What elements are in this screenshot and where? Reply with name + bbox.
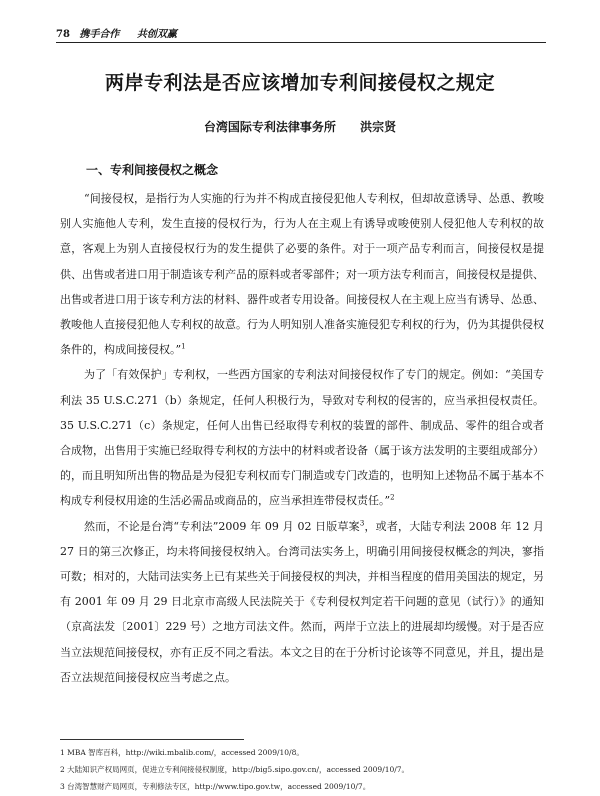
paragraph (60, 362, 544, 513)
footnote-divider (60, 739, 244, 740)
article-title: 两岸专利法是否应该增加专利间接侵权之规定 (104, 72, 495, 94)
paragraph-text: “间接侵权，是指行为人实施的行为并不构成直接侵犯他人专利权，但却故意诱导、怂恿、教唆别人实施他人专利，发生直接的侵权行为，行为人在主观上有诱导或唆使别人侵犯他人专利权的故意，客观上为别人直接侵权行为的发生提供了必要的条件。对于一项产品专利而言，间接侵权是提供、出售或者进口用于制造该专利产品的原料或者零部件；对一项方法专利而言，间接侵权是提供、出售或者进口用于该专利方法的材料、器件或者专用设备。间接侵权人在主观上应当有诱导、怂恿、教唆他人直接侵犯他人专利权的故意。行为人明知别人准备实施侵犯专利权的行为，仍为其提供侵权条件的，构成间接侵权。” (60, 192, 544, 357)
column-name-2: 共创双赢 (136, 29, 177, 40)
footnote: 2 大陆知识产权局网页，促进立专利间接侵权制度，http://big5.sipo.gov.cn/，accessed 2009/10/7。 (60, 765, 410, 774)
author-name: 洪宗贤 (360, 120, 397, 134)
section-heading: 一、专利间接侵权之概念 (86, 163, 219, 177)
article-body (60, 186, 544, 690)
column-name: 携手合作 (79, 29, 120, 40)
paragraph-text: 为了「有效保护」专利权，一些西方国家的专利法对间接侵权作了专门的规定。例如：“美国专利法 35 U.S.C.271（b）条规定，任何人积极行为，导致对专利权的侵害的，应当承担侵权责任。35 U.S.C.271（c）条规定，任何人出售已经取得专利权的装置的部件、制成品、零件的组合或者合成物，出售用于实施已经取得专利权的方法中的材料或者设备（属于该方法发明的主要组成部分）的，而且明知所出售的物品是为侵犯专利权而专门制造或专门改造的，也明知上述物品不属于基本不构成专利侵权用途的生活必需品或商品的，应当承担连带侵权责任。” (60, 368, 544, 508)
paragraph-text: 然而，不论是台湾“专利法”2009 年 09 月 02 日版草案 (84, 519, 360, 533)
footnotes (60, 744, 550, 795)
paragraph-text: ，或者，大陆专利法 2008 年 12 月 27 日的第三次修正，均未将间接侵权纳入。台湾司法实务上，明确引用间接侵权概念的判决，寥指可数；相对的，大陆司法实务上已有某些关于间接侵权的判决，并相当程度的借用美国法的规定，另有 2001 年 09 月 29 日北京市高级人民法院关于《专利侵权判定若干问题的意见（试行）》的通知（京高法发〔2001〕229 号）之地方司法文件。然而，两岸于立法上的进展却均缓慢。对于是否应当立法规范间接侵权，亦有正反不同之看法。本文之目的在于分析讨论该等不同意见，并且，提出是否立法规范间接侵权应当考虑之点。 (60, 519, 545, 684)
footnote-ref: 1 (181, 342, 186, 351)
footnote: 1 MBA 智库百科，http://wiki.mbalib.com/，accessed 2009/10/8。 (60, 748, 304, 757)
paragraph (60, 186, 544, 362)
footnote: 3 台湾智慧财产局网页，专利修法专区，http://www.tipo.gov.tw，accessed 2009/10/7。 (60, 782, 371, 791)
footnote-ref: 2 (390, 493, 395, 502)
running-head (56, 25, 546, 43)
byline (0, 118, 600, 135)
paragraph (60, 514, 544, 690)
author-affiliation: 台湾国际专利法律事务所 (203, 120, 336, 134)
footnote-ref: 3 (359, 518, 365, 527)
page-number: 78 (56, 29, 70, 40)
